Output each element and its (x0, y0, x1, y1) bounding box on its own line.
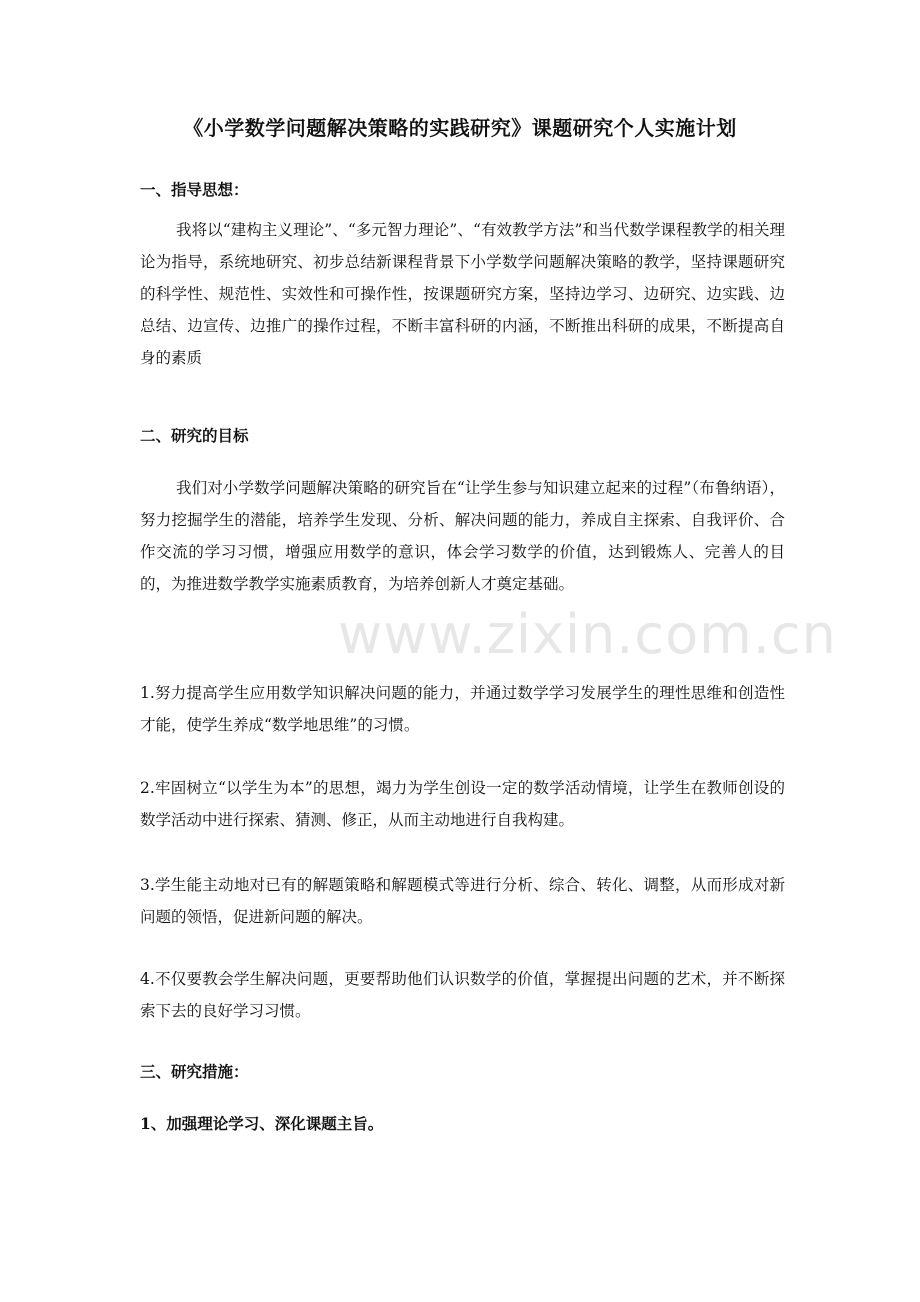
goal-item-1: 1.努力提高学生应用数学知识解决问题的能力，并通过数学学习发展学生的理性思维和创造性才能，使学生养成“数学地思维”的习惯。 (140, 684, 785, 734)
goal-item-4: 4.不仅要教会学生解决问题，更要帮助他们认识数学的价值，掌握提出问题的艺术，并不断探索下去的良好学习习惯。 (140, 970, 785, 1020)
subsection-heading-theory-study: 1、加强理论学习、深化课题主旨。 (140, 1114, 384, 1133)
watermark: www.zixin.com.cn (338, 603, 837, 666)
goal-item-2: 2.牢固树立“以学生为本”的思想，竭力为学生创设一定的数学活动情境，让学生在教师创设的数学活动中进行探索、猜测、修正，从而主动地进行自我构建。 (140, 779, 785, 829)
section-heading-research-measures: 三、研究措施： (140, 1062, 249, 1081)
section-heading-research-goals: 二、研究的目标 (140, 426, 249, 445)
paragraph-research-goals: 我们对小学数学问题解决策略的研究旨在“让学生参与知识建立起来的过程”（布鲁纳语），努力挖掘学生的潜能，培养学生发现、分析、解决问题的能力，养成自主探索、自我评价、合作交流的学习习惯，增强应用数学的意识，体会学习数学的价值，达到锻炼人、完善人的目的，为推进数学教学实施素质教育，为培养创新人才奠定基础。 (140, 479, 785, 593)
paragraph-guiding-ideology: 我将以“建构主义理论”、“多元智力理论”、“有效教学方法”和当代数学课程教学的相关理论为指导，系统地研究、初步总结新课程背景下小学数学问题解决策略的教学，坚持课题研究的科学性、规范性、实效性和可操作性，按课题研究方案，坚持边学习、边研究、边实践、边总结、边宣传、边推广的操作过程，不断丰富科研的内涵，不断推出科研的成果，不断提高自身的素质 (140, 221, 785, 367)
goal-item-3: 3.学生能主动地对已有的解题策略和解题模式等进行分析、综合、转化、调整，从而形成对新问题的领悟，促进新问题的解决。 (140, 876, 785, 926)
section-heading-guiding-ideology: 一、指导思想： (140, 180, 249, 199)
document-title: 《小学数学问题解决策略的实践研究》课题研究个人实施计划 (183, 116, 737, 140)
